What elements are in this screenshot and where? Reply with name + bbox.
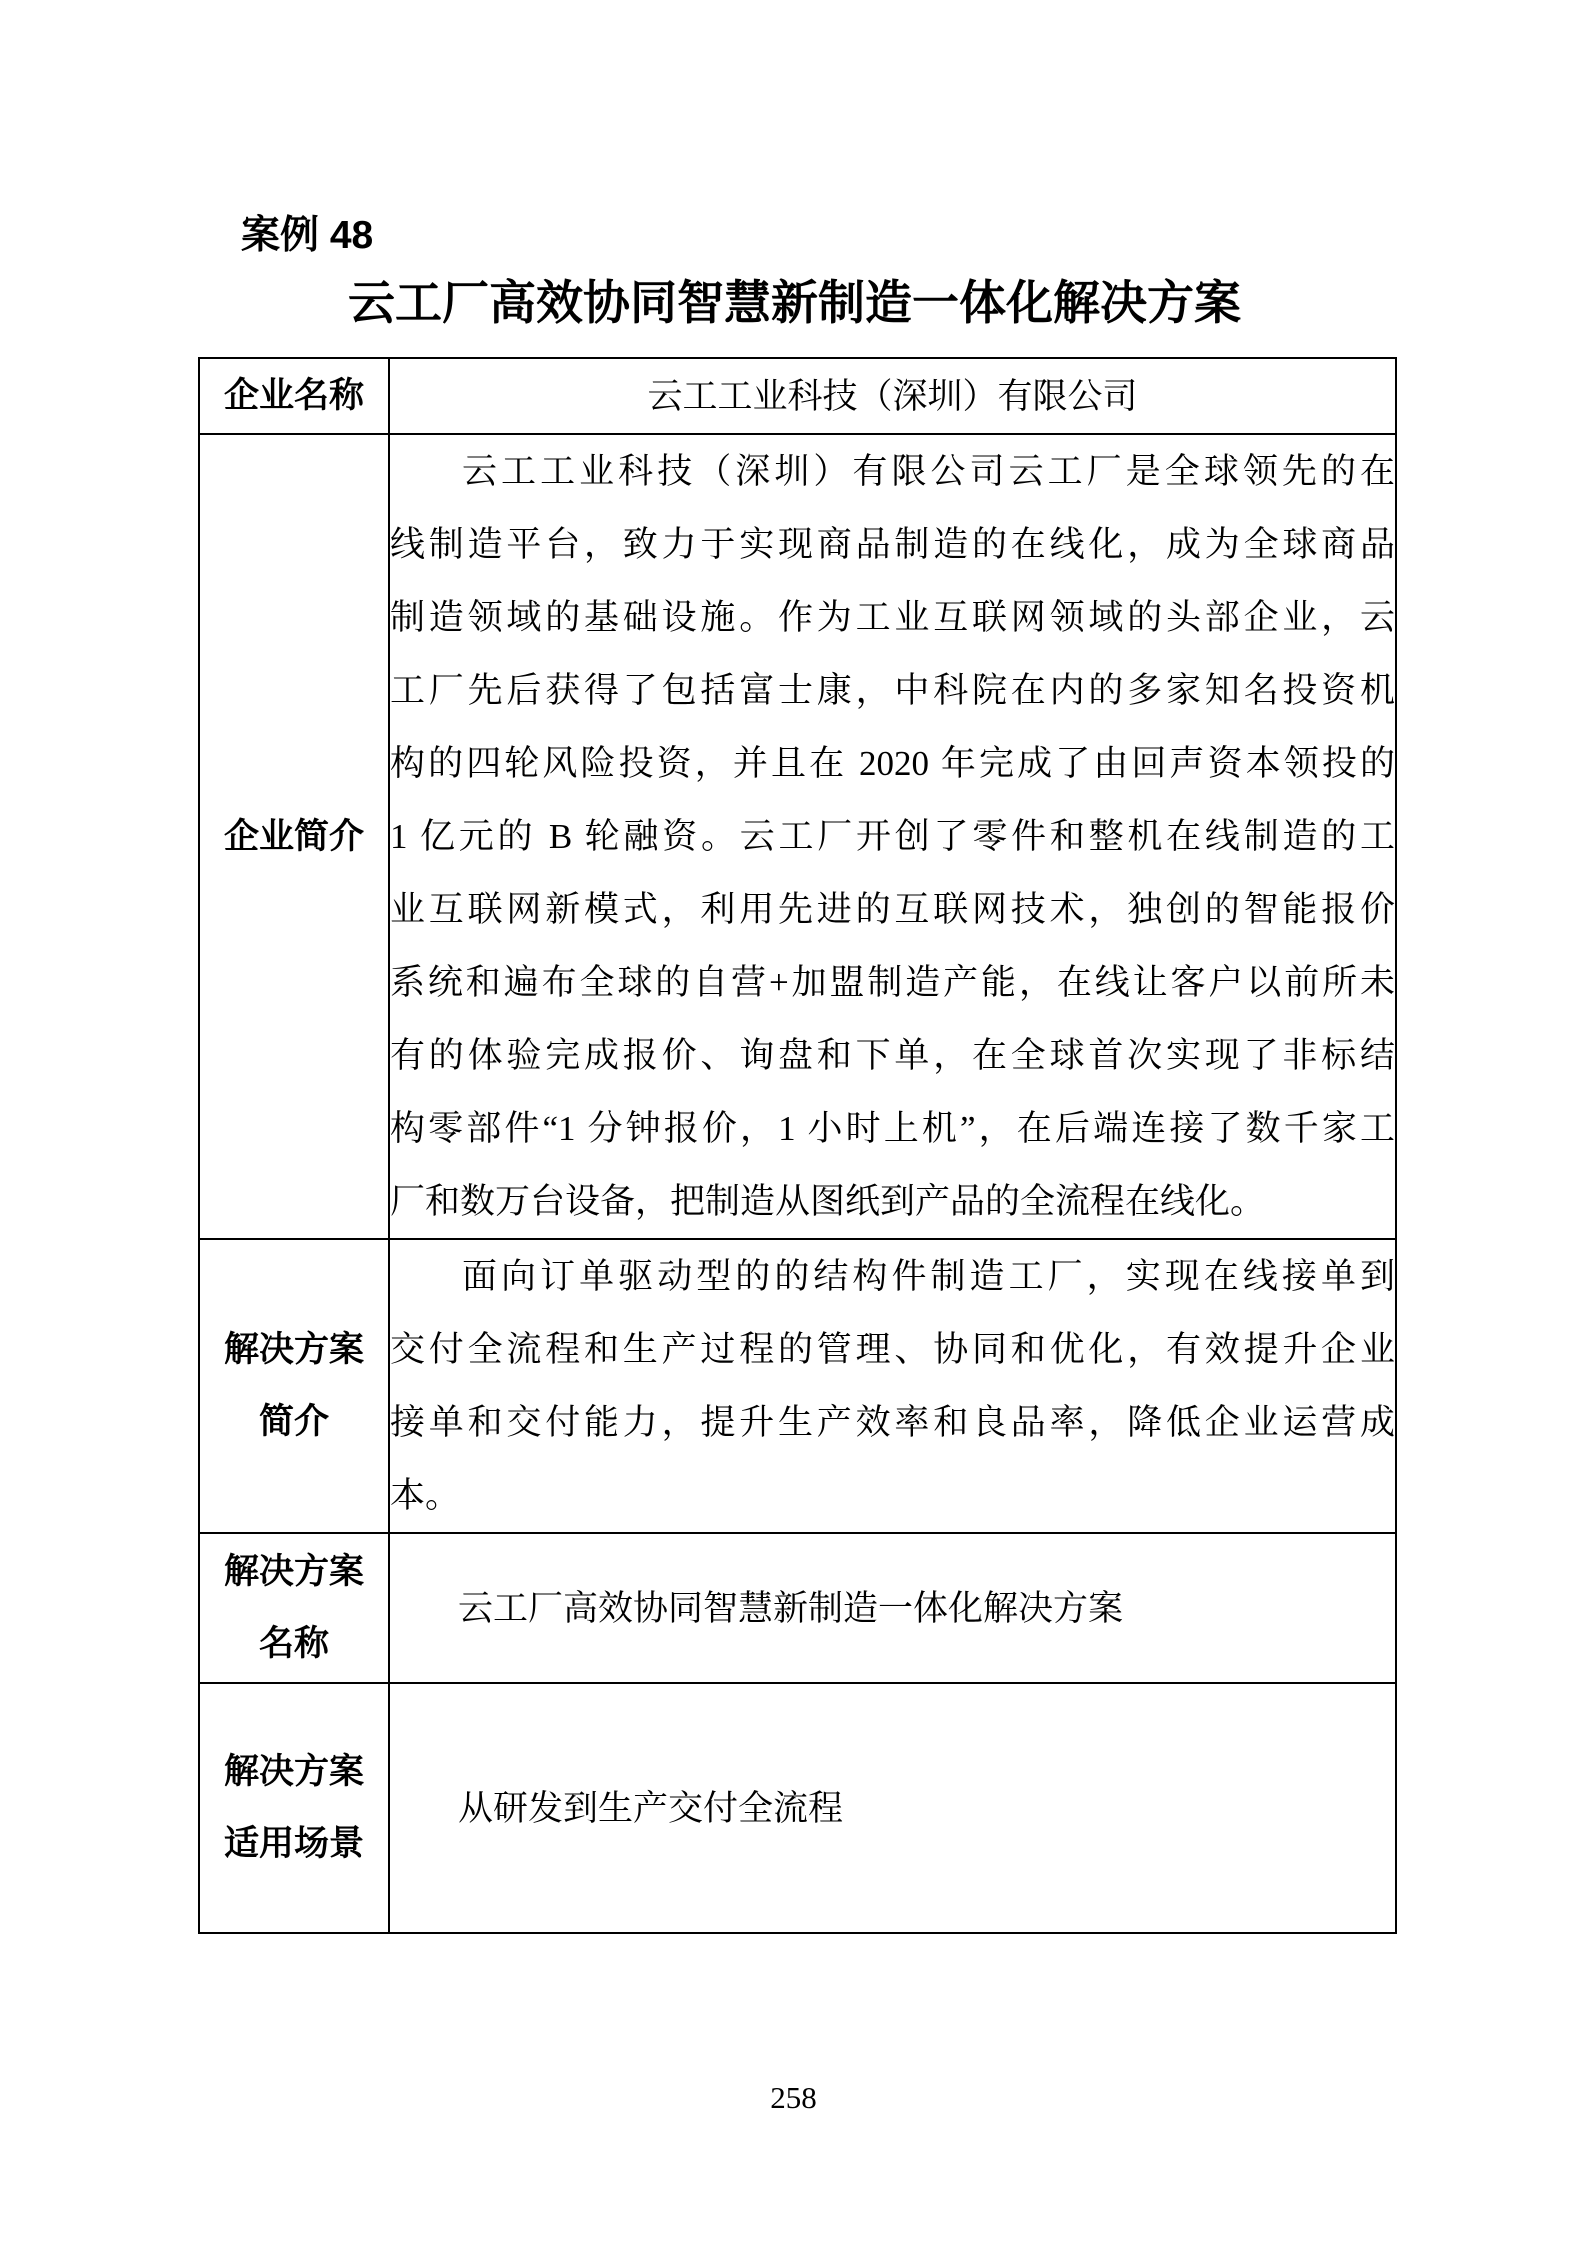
text-line: 厂和数万台设备，把制造从图纸到产品的全流程在线化。 xyxy=(390,1182,1266,1221)
company-intro-paragraph xyxy=(389,434,1396,1239)
text-line: 有的体验完成报价、询盘和下单，在全球首次实现了非标结 xyxy=(390,1036,1395,1075)
row-label-solution-scene xyxy=(199,1683,389,1933)
text-line: 构零部件“1 分钟报价，1 小时上机”，在后端连接了数千家工 xyxy=(390,1109,1395,1148)
solution-intro-paragraph xyxy=(389,1239,1396,1533)
label-line: 解决方案 xyxy=(223,1552,364,1591)
solution-info-table xyxy=(198,357,1397,1934)
text-line: 工厂先后获得了包括富士康，中科院在内的多家知名投资机 xyxy=(390,671,1395,710)
table-row-solution-scene xyxy=(199,1683,1396,1933)
text-line: 面向订单驱动型的的结构件制造工厂，实现在线接单到 xyxy=(462,1257,1395,1296)
company-name-value: 云工工业科技（深圳）有限公司 xyxy=(389,358,1396,434)
solution-name-value: 云工厂高效协同智慧新制造一体化解决方案 xyxy=(389,1533,1396,1683)
table-row-solution-intro xyxy=(199,1239,1396,1533)
text-line: 接单和交付能力，提升生产效率和良品率，降低企业运营成 xyxy=(390,1403,1395,1442)
table-row-company-name xyxy=(199,358,1396,434)
label-line: 解决方案 xyxy=(223,1330,364,1369)
row-label-company-name: 企业名称 xyxy=(199,358,389,434)
text-line: 线制造平台，致力于实现商品制造的在线化，成为全球商品 xyxy=(390,525,1395,564)
row-label-solution-intro xyxy=(199,1239,389,1533)
text-line: 1 亿元的 B 轮融资。云工厂开创了零件和整机在线制造的工 xyxy=(390,817,1395,856)
label-line: 解决方案 xyxy=(223,1752,364,1791)
table-row-company-intro xyxy=(199,434,1396,1239)
text-line: 业互联网新模式，利用先进的互联网技术，独创的智能报价 xyxy=(390,890,1395,929)
case-number-heading: 案例 48 xyxy=(241,214,374,257)
page-number: 258 xyxy=(770,2080,817,2115)
label-line: 简介 xyxy=(258,1402,329,1441)
text-line: 交付全流程和生产过程的管理、协同和优化，有效提升企业 xyxy=(390,1330,1395,1369)
text-line: 构的四轮风险投资，并且在 2020 年完成了由回声资本领投的 xyxy=(390,744,1395,783)
table-row-solution-name xyxy=(199,1533,1396,1683)
document-title: 云工厂高效协同智慧新制造一体化解决方案 xyxy=(348,278,1241,330)
label-line: 适用场景 xyxy=(223,1824,364,1863)
label-line: 名称 xyxy=(258,1624,329,1663)
solution-scene-value: 从研发到生产交付全流程 xyxy=(389,1683,1396,1933)
text-line: 制造领域的基础设施。作为工业互联网领域的头部企业，云 xyxy=(390,598,1395,637)
text-line: 本。 xyxy=(390,1476,461,1515)
row-label-company-intro: 企业简介 xyxy=(199,434,389,1239)
text-line: 系统和遍布全球的自营+加盟制造产能，在线让客户以前所未 xyxy=(390,963,1395,1002)
row-label-solution-name xyxy=(199,1533,389,1683)
text-line: 云工工业科技（深圳）有限公司云工厂是全球领先的在 xyxy=(462,452,1395,491)
